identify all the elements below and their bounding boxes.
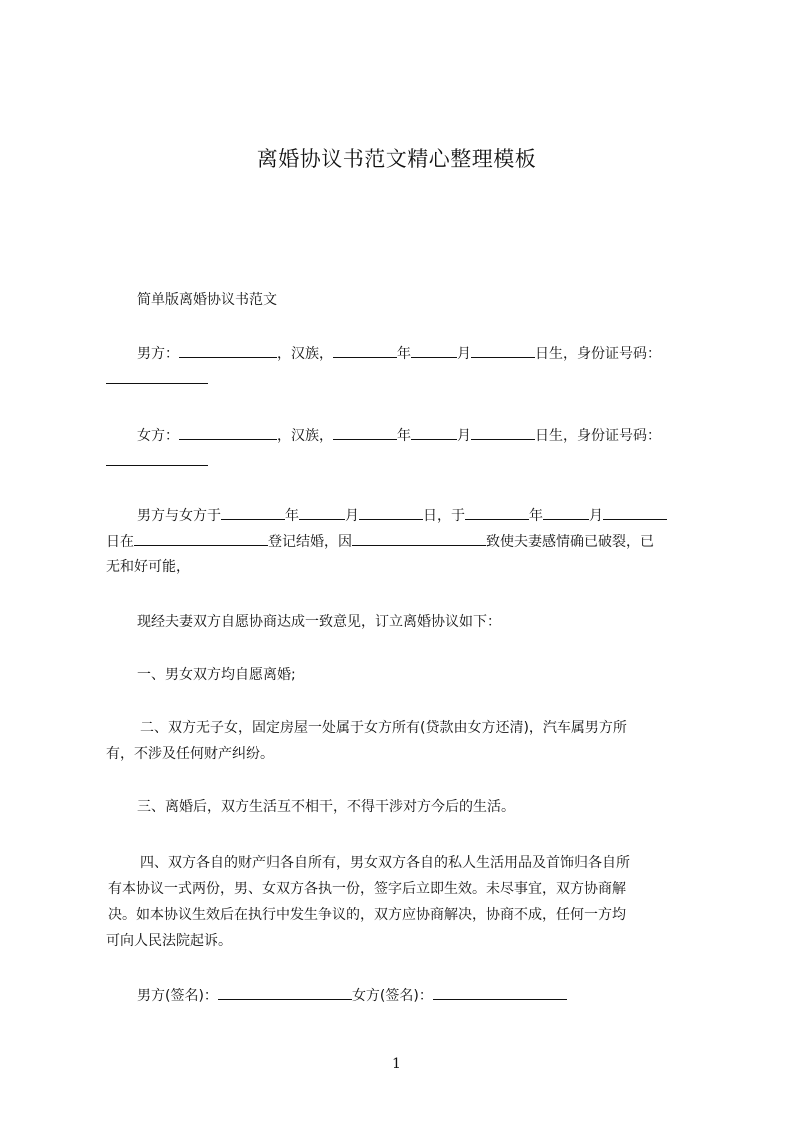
registered-text: 登记结婚，因 [268, 534, 352, 550]
male-birth-day-blank [471, 342, 535, 358]
female-name-blank [179, 424, 277, 440]
registry-place-blank [134, 530, 268, 546]
clause-4-line2: 有本协议一式两份，男、女双方各执一份，签字后立即生效。未尽事宜，双方协商解 [108, 881, 626, 897]
marriage-month-blank [299, 504, 345, 520]
clause-3: 三、离婚后，双方生活互不相干，不得干涉对方今后的生活。 [137, 799, 515, 815]
marriage-line3: 无和好可能， [106, 559, 190, 575]
signature-line [137, 984, 701, 1007]
document-subtitle: 简单版离婚协议书范文 [137, 292, 277, 308]
female-id-number-blank [106, 450, 208, 466]
day-at-label: 日在 [106, 534, 134, 550]
marriage-start-text: 男方与女方于 [137, 508, 221, 524]
female-ethnicity: ，汉族， [277, 428, 333, 444]
month-label: 月 [589, 508, 603, 524]
agreement-intro: 现经夫妻双方自愿协商达成一致意见，订立离婚协议如下： [137, 614, 501, 630]
year-label: 年 [397, 346, 411, 362]
clause-1: 一、男女双方均自愿离婚; [137, 667, 296, 683]
month-label: 月 [457, 346, 471, 362]
female-birth-month-blank [411, 424, 457, 440]
month-label: 月 [345, 508, 359, 524]
clause-4-line4: 可向人民法院起诉。 [106, 933, 232, 949]
female-birth-day-blank [471, 424, 535, 440]
clause-4-line1: 四、双方各自的财产归各自所有，男女双方各自的私人生活用品及首饰归各自所 [140, 855, 630, 871]
male-name-blank [179, 342, 277, 358]
day-label: 日，于 [423, 508, 465, 524]
year-label: 年 [397, 428, 411, 444]
female-birth-year-blank [333, 424, 397, 440]
divorce-reason-blank [352, 530, 486, 546]
female-label: 女方： [137, 428, 179, 444]
clause-2-line2: 有，不涉及任何财产纠纷。 [106, 746, 274, 762]
registry-year-blank [465, 504, 529, 520]
marriage-day-blank [359, 504, 423, 520]
marriage-year-blank [221, 504, 285, 520]
day-born-id-label: 日生，身份证号码： [535, 428, 661, 444]
year-label: 年 [285, 508, 299, 524]
clause-4-line3: 决。如本协议生效后在执行中发生争议的，双方应协商解决，协商不成，任何一方均 [108, 907, 626, 923]
registry-day-blank [603, 504, 667, 520]
male-birth-year-blank [333, 342, 397, 358]
female-signature-blank [433, 984, 567, 1000]
female-signature-label: 女方(签名)： [351, 988, 433, 1004]
day-born-id-label: 日生，身份证号码： [535, 346, 661, 362]
relationship-broken-text: 致使夫妻感情确已破裂，已 [486, 534, 654, 550]
page-number: 1 [392, 1056, 401, 1072]
male-label: 男方： [137, 346, 179, 362]
male-ethnicity: ，汉族， [277, 346, 333, 362]
male-id-number-blank [106, 368, 208, 384]
registry-month-blank [543, 504, 589, 520]
month-label: 月 [457, 428, 471, 444]
clause-2-line1: 二、双方无子女，固定房屋一处属于女方所有(贷款由女方还清)，汽车属男方所 [140, 720, 627, 736]
male-birth-month-blank [411, 342, 457, 358]
document-title: 离婚协议书范文精心整理模板 [256, 147, 537, 171]
year-label: 年 [529, 508, 543, 524]
male-signature-blank [218, 984, 352, 1000]
male-signature-label: 男方(签名)： [137, 988, 218, 1004]
